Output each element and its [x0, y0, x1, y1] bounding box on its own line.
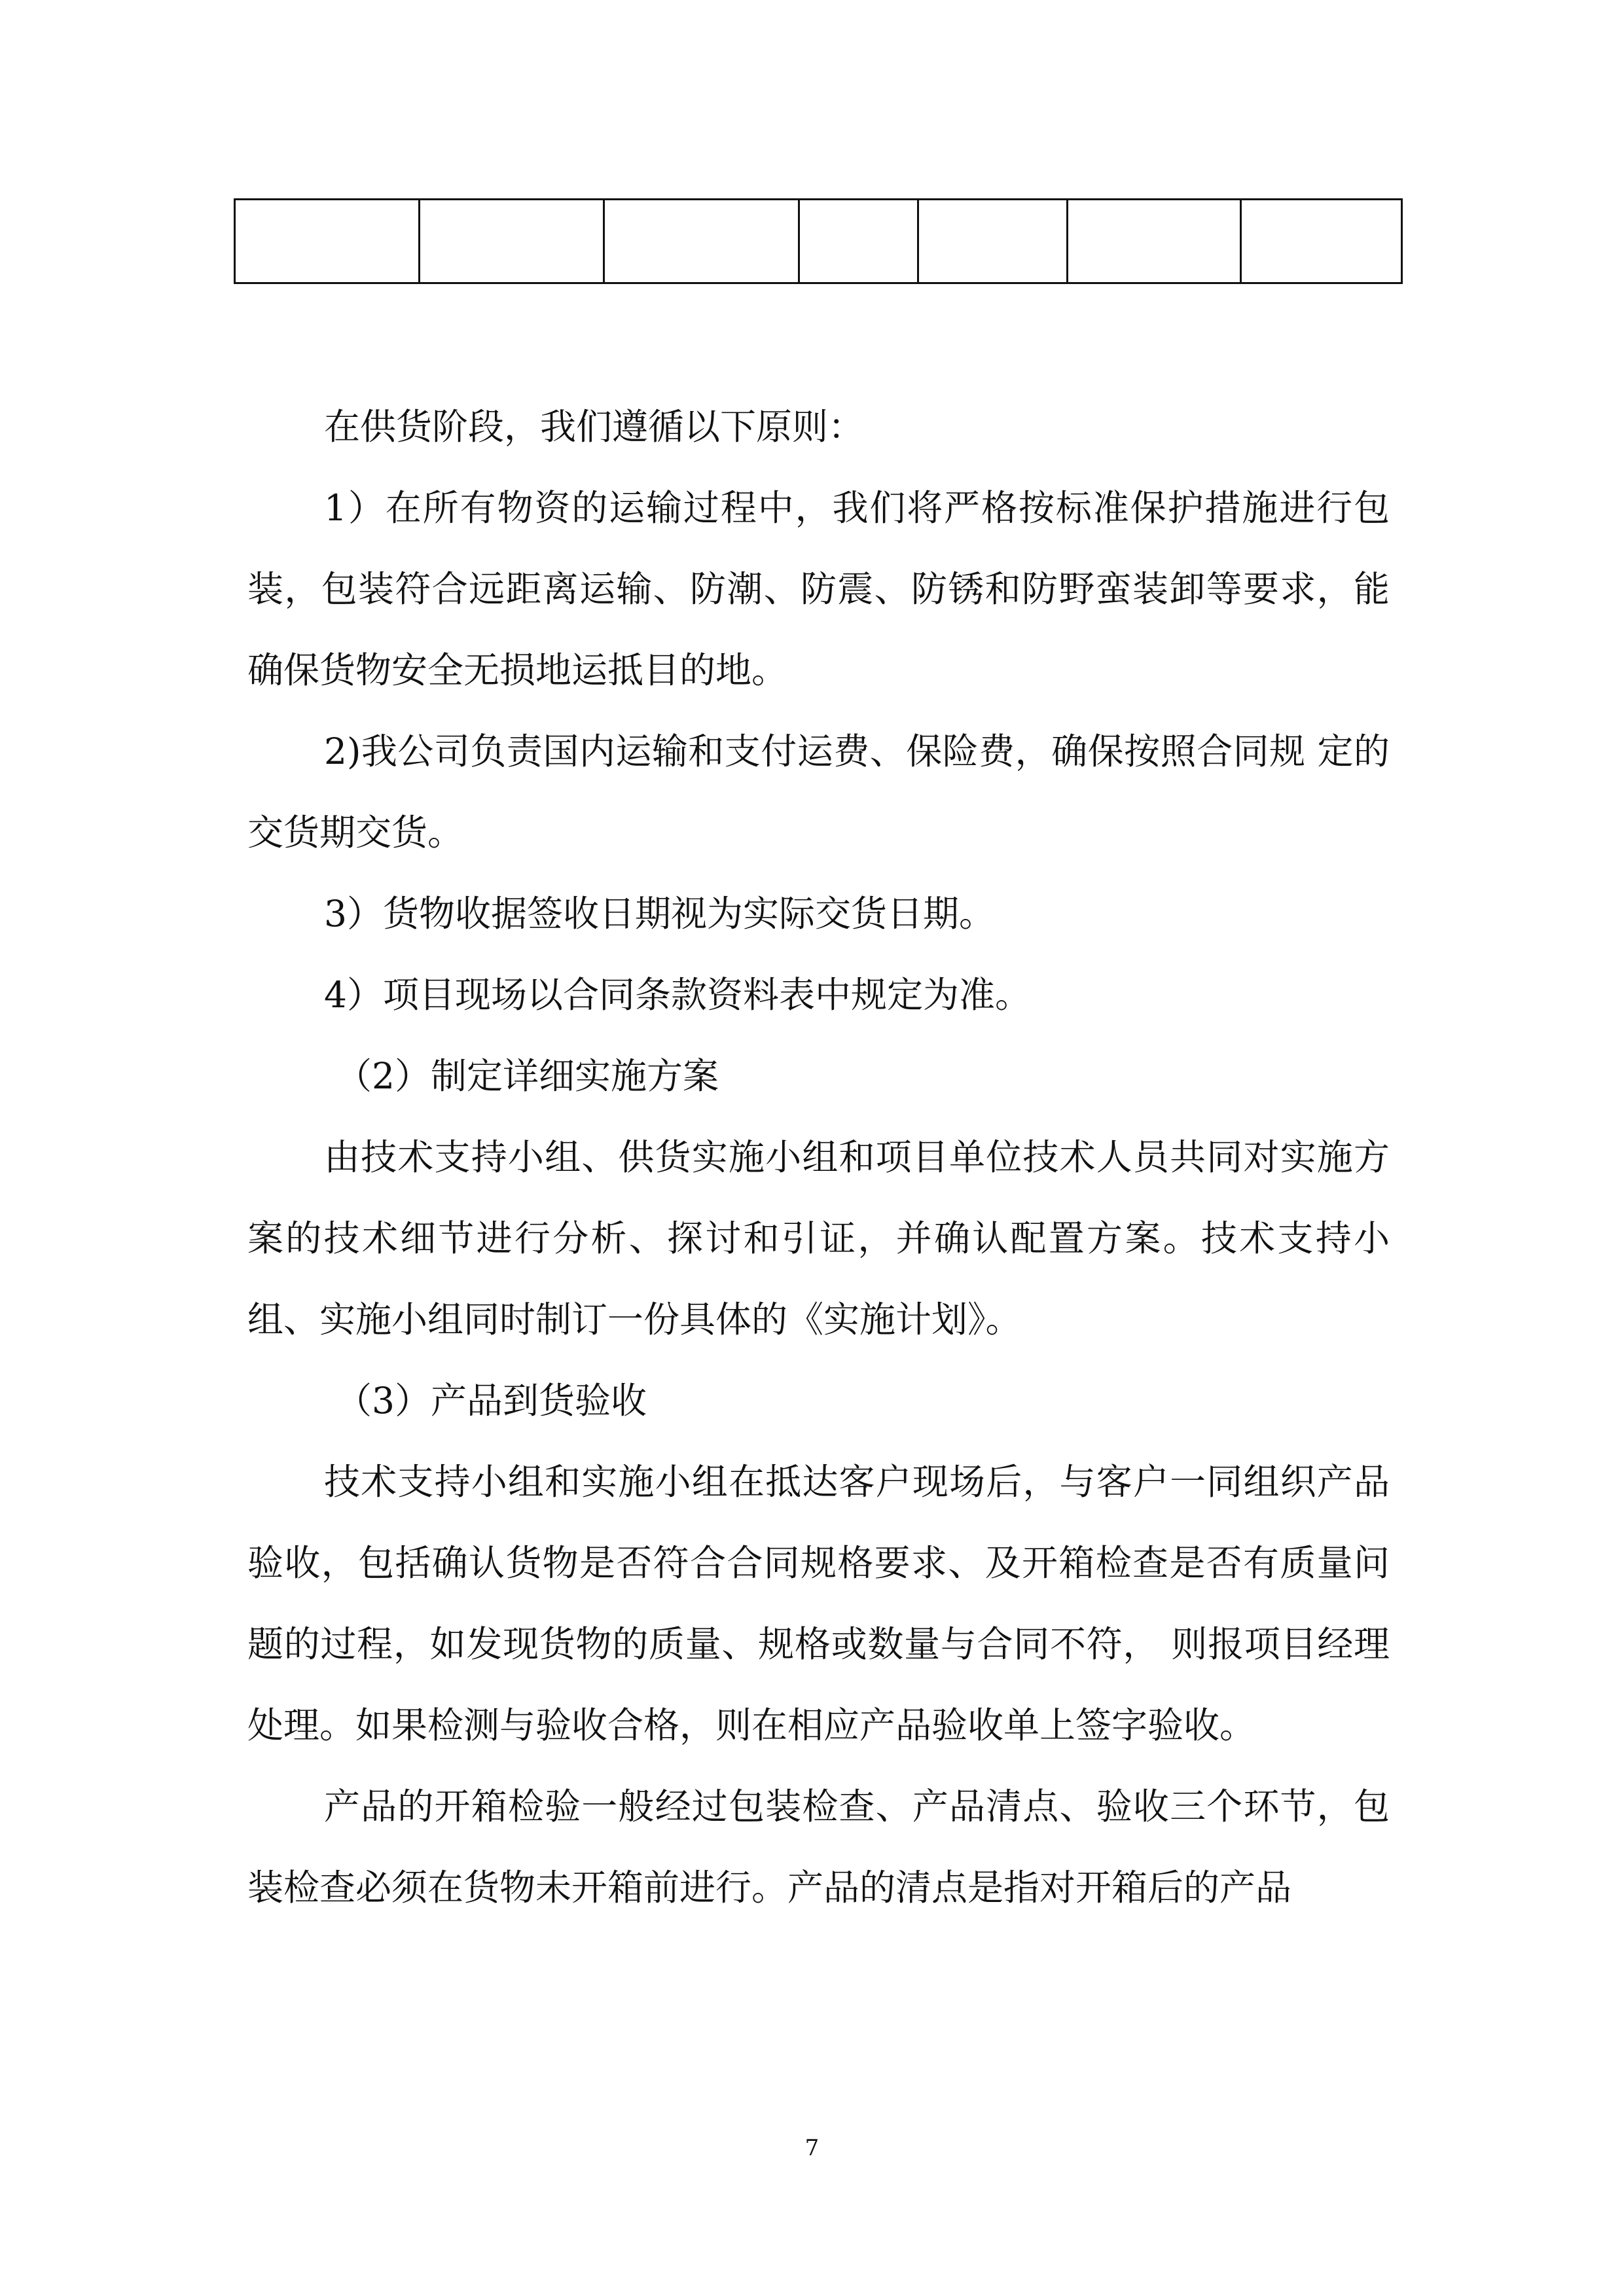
document-body: [247, 386, 1390, 1928]
table-cell: [1241, 200, 1402, 283]
table-cell: [235, 200, 420, 283]
section-heading-3: （3）产品到货验收: [336, 1380, 647, 1422]
table-cell: [604, 200, 799, 283]
page-number: 7: [804, 2135, 820, 2161]
unpacking-inspection-paragraph: 产品的开箱检验一般经过包装检查、产品清点、验收三个环节，包装检查必须在货物未开箱前进行。产品的清点是指对开箱后的产品: [247, 1785, 1390, 1909]
table-cell: [420, 200, 604, 283]
section-heading-2: （2）制定详细实施方案: [336, 1055, 719, 1097]
implementation-plan-paragraph: 由技术支持小组、供货实施小组和项目单位技术人员共同对实施方案的技术细节进行分析、探讨和引证，并确认配置方案。技术支持小组、实施小组同时制订一份具体的《实施计划》。: [247, 1136, 1390, 1340]
principle-2-paragraph: 2)我公司负责国内运输和支付运费、保险费，确保按照合同规 定的交货期交货。: [247, 730, 1390, 853]
principle-4-paragraph: 4）项目现场以合同条款资料表中规定为准。: [324, 974, 1031, 1016]
table-row: [235, 200, 1402, 283]
table-cell: [1068, 200, 1241, 283]
table-cell: [799, 200, 918, 283]
intro-paragraph: 在供货阶段，我们遵循以下原则：: [324, 406, 865, 448]
empty-table: [234, 198, 1403, 284]
principle-1-paragraph: 1）在所有物资的运输过程中，我们将严格按标准保护措施进行包装，包装符合远距离运输、防潮、防震、防锈和防野蛮装卸等要求，能确保货物安全无损地运抵目的地。: [247, 487, 1390, 691]
principle-3-paragraph: 3）货物收据签收日期视为实际交货日期。: [324, 893, 995, 935]
table-cell: [918, 200, 1068, 283]
acceptance-paragraph: 技术支持小组和实施小组在抵达客户现场后，与客户一同组织产品验收，包括确认货物是否符合合同规格要求、及开箱检查是否有质量问题的过程，如发现货物的质量、规格或数量与合同不符， 则报项目经理处理。如果检测与验收合格，则在相应产品验收单上签字验收。: [247, 1461, 1390, 1746]
